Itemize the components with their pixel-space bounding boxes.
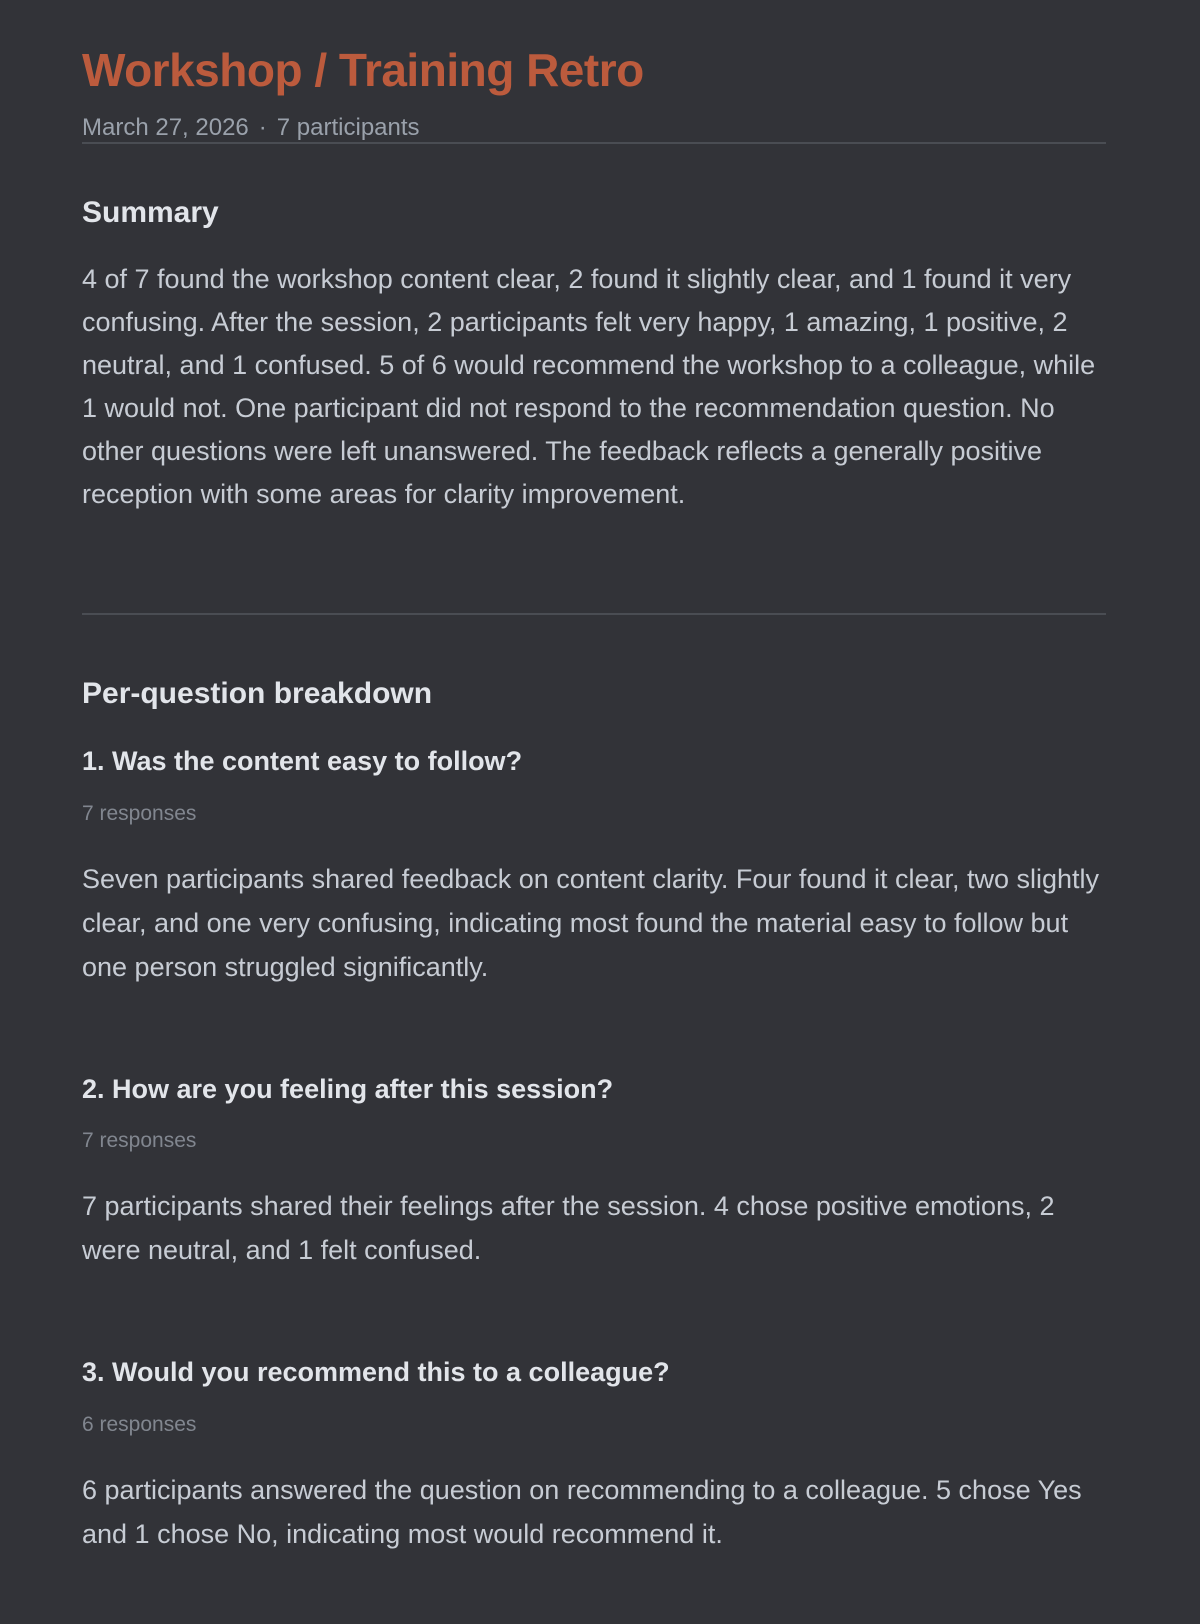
participant-count: 7 participants — [276, 114, 420, 142]
summary-text: 4 of 7 found the workshop content clear, 2 found it slightly clear, and 1 found it very confusing. After the session, 2 participants felt very happy, 1 amazing, 1 positive, 2 neutral, and 1 confused. 5 of 6 would recommend the workshop to a colleague, while 1 would not. One participant did not respond to the recommendation question. No other questions were left unanswered. The feedback reflects a generally positive reception with some areas for clarity improvement. — [82, 264, 1096, 510]
breakdown-heading: Per-question breakdown — [82, 677, 433, 711]
response-count-label: 6 responses — [82, 1412, 197, 1436]
meta-separator-dot: · — [258, 114, 267, 142]
question-title: 1. Was the content easy to follow? — [82, 746, 523, 777]
question-title: 2. How are you feeling after this session? — [82, 1073, 614, 1104]
response-count-label: 7 responses — [82, 1129, 197, 1153]
section-divider — [82, 142, 1106, 144]
report-meta — [82, 114, 1106, 142]
question-block-3 — [82, 1356, 1106, 1556]
question-title: 3. Would you recommend this to a colleague? — [82, 1357, 670, 1388]
question-block-2 — [82, 1073, 1106, 1273]
question-analysis-text: Seven participants shared feedback on content clarity. Four found it clear, two slightly clear, and one very confusing, indicating most found the material easy to follow but one person struggled significantly. — [82, 863, 1100, 982]
page-title: Workshop / Training Retro — [82, 44, 644, 96]
question-analysis-text: 6 participants answered the question on recommending to a colleague. 5 chose Yes and 1 chose No, indicating most would recommend it. — [82, 1475, 1082, 1550]
section-divider — [82, 613, 1106, 615]
question-block-1 — [82, 745, 1106, 989]
report-date: March 27, 2026 — [82, 114, 249, 142]
breakdown-section — [82, 677, 1106, 1556]
summary-section — [82, 196, 1106, 516]
report-header — [82, 46, 1106, 142]
summary-heading: Summary — [82, 196, 219, 230]
response-count-label: 7 responses — [82, 801, 197, 825]
question-analysis-text: 7 participants shared their feelings after the session. 4 chose positive emotions, 2 were neutral, and 1 felt confused. — [82, 1191, 1055, 1266]
